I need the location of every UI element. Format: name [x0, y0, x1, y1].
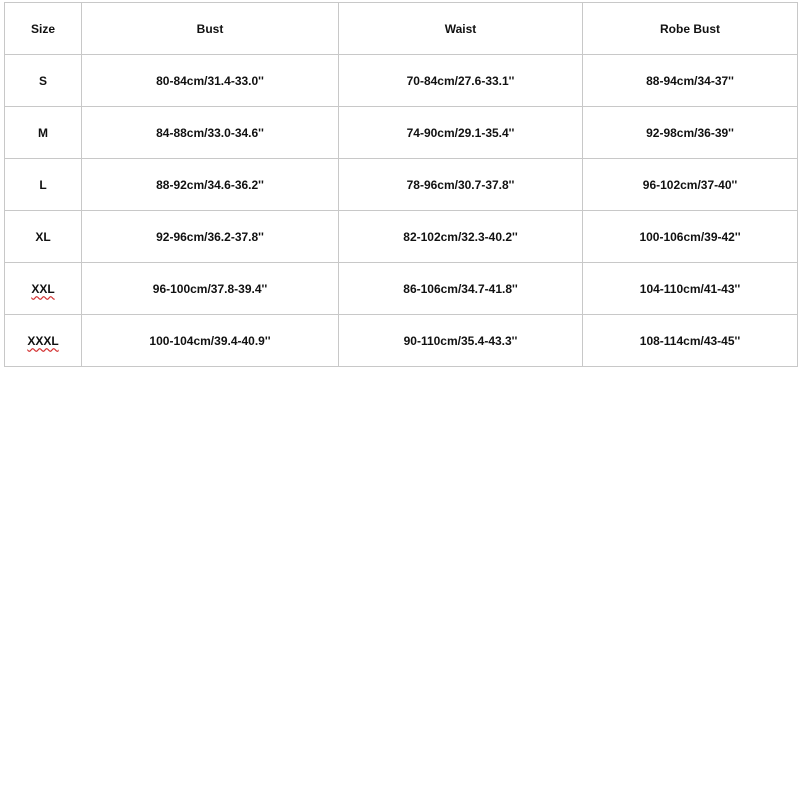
bust-cell: 84-88cm/33.0-34.6'': [82, 107, 339, 159]
bust-cell: 92-96cm/36.2-37.8'': [82, 211, 339, 263]
table-row: [5, 211, 798, 263]
size-cell: [5, 107, 82, 159]
table-row: [5, 159, 798, 211]
size-label: L: [39, 177, 47, 192]
size-label: XXXL: [27, 333, 59, 348]
robe-bust-cell: 88-94cm/34-37'': [583, 55, 798, 107]
waist-cell: 78-96cm/30.7-37.8'': [339, 159, 583, 211]
table-header-row: [5, 3, 798, 55]
size-cell: [5, 211, 82, 263]
robe-bust-cell: 100-106cm/39-42'': [583, 211, 798, 263]
waist-cell: 86-106cm/34.7-41.8'': [339, 263, 583, 315]
size-label: XXL: [31, 281, 55, 296]
bust-cell: 96-100cm/37.8-39.4'': [82, 263, 339, 315]
size-cell: [5, 159, 82, 211]
robe-bust-cell: 108-114cm/43-45'': [583, 315, 798, 367]
waist-cell: 70-84cm/27.6-33.1'': [339, 55, 583, 107]
robe-bust-cell: 104-110cm/41-43'': [583, 263, 798, 315]
table-row: [5, 263, 798, 315]
size-cell: [5, 55, 82, 107]
waist-cell: 90-110cm/35.4-43.3'': [339, 315, 583, 367]
header-bust: Bust: [82, 3, 339, 55]
header-robe-bust: Robe Bust: [583, 3, 798, 55]
size-label: S: [38, 73, 47, 88]
bust-cell: 80-84cm/31.4-33.0'': [82, 55, 339, 107]
table-row: [5, 107, 798, 159]
robe-bust-cell: 96-102cm/37-40'': [583, 159, 798, 211]
waist-cell: 82-102cm/32.3-40.2'': [339, 211, 583, 263]
bust-cell: 88-92cm/34.6-36.2'': [82, 159, 339, 211]
size-label: M: [38, 125, 48, 140]
size-cell: [5, 263, 82, 315]
size-chart-table: [4, 2, 798, 367]
size-cell: [5, 315, 82, 367]
table-row: [5, 55, 798, 107]
size-label: XL: [35, 229, 51, 244]
bust-cell: 100-104cm/39.4-40.9'': [82, 315, 339, 367]
waist-cell: 74-90cm/29.1-35.4'': [339, 107, 583, 159]
robe-bust-cell: 92-98cm/36-39'': [583, 107, 798, 159]
table-row: [5, 315, 798, 367]
header-waist: Waist: [339, 3, 583, 55]
header-size: Size: [5, 3, 82, 55]
